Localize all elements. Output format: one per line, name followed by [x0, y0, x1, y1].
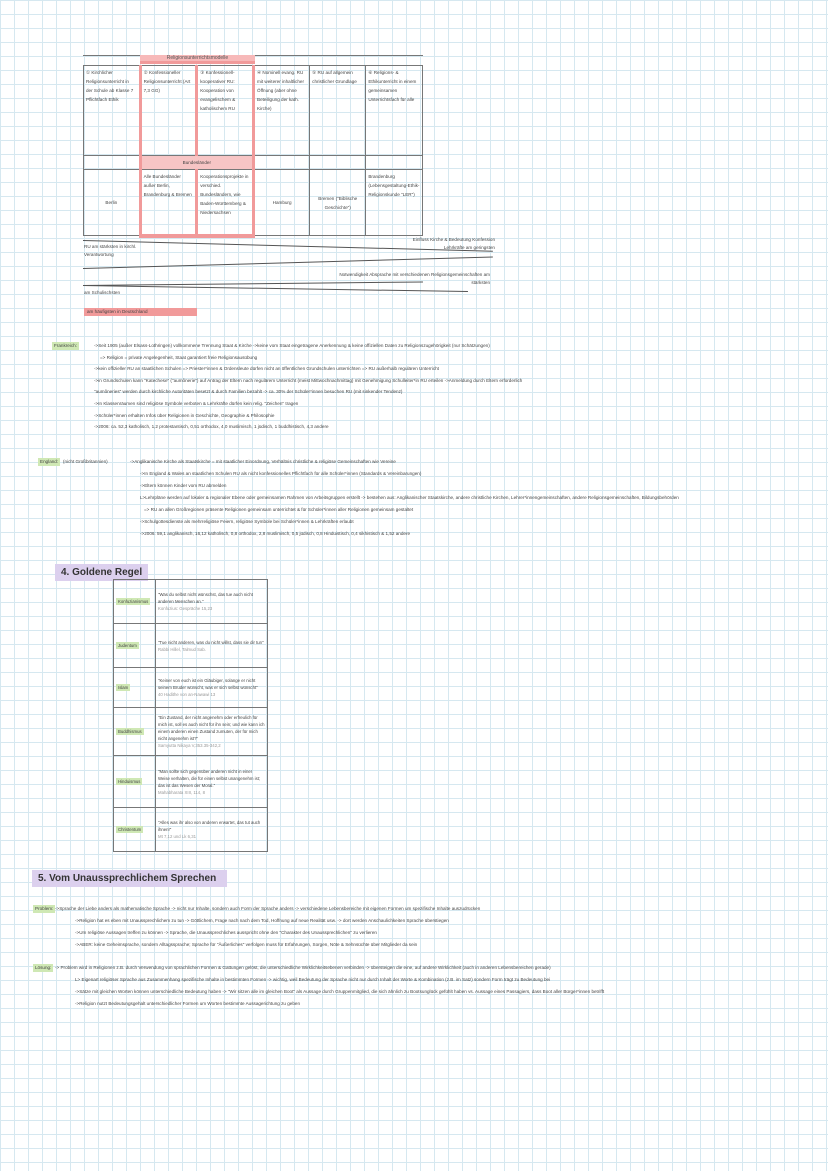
state-cell: Alle Bundesländer außer Berlin, Brandenburg & Bremen: [140, 170, 197, 236]
state-cell: Kooperationsprojekte in verschied. Bundesländern, wie Baden-Württemberg & Niedersachsen: [197, 170, 254, 236]
frankreich-label: Frankreich:: [54, 343, 77, 348]
text-line: ->in Grundschulen kann "Katechese" ("aumônerie") auf Antrag der Eltern nach regulärem Unterricht (meist Mittwochnachmittag) mit Genehmigung Schulleiter*in RU erteilen ->Anmeldung durch Eltern erforderlich: [94, 378, 523, 383]
section5-heading: 5. Vom Unaussprechlichem Sprechen: [32, 870, 227, 887]
text-line: ->Anglikanische Kirche als Staatskirche = mit staatlicher Einordnung, Verhältnis christliche & religiöse Gemeinschaften wie Vereine: [130, 459, 396, 464]
quote-source: 40 Hadithe von an-Nawawi 13: [158, 692, 216, 697]
state-cell: Berlin: [84, 170, 141, 236]
religion-label: Islam: [118, 685, 129, 690]
text-line: ->Religion hat es eben mit Unaussprechlichem zu tun -> Göttlichem, Frage nach nach dem Tod, Hoffnung auf neue Realität usw. -> dort werden Anschaulichkeiten Sprache überstiegen: [75, 918, 449, 923]
arrow-label-left-bottom: am Schulischsten: [84, 290, 121, 295]
text-line: ->Sätze mit gleichen Worten können unterschiedliche Bedeutung haben -> "Wir sitzen alle im gleichen Boot" als Aussage durch Gruppenmitglied, die sich ähnlich zu Bootsunglück gefühlt haben vs. Aussage eines Passagiers, dass Boot aller Bürger*innen betrifft: [75, 989, 605, 994]
golden-rule-row: [114, 808, 268, 852]
arrow-label-right-bottom: Notwendigkeit Absprache mit verschiedenen Religionsgemeinschaften am stärksten: [339, 272, 490, 285]
text-line: ->2006: ca. 52,3 katholisch, 1,2 protestantisch, 0,51 orthodox, 4,0 muslimisch, 1 jüdisch, 1 buddhistisch, 4,3 andere: [94, 424, 329, 429]
golden-rule-row: [114, 708, 268, 756]
england-label: England:: [40, 459, 59, 464]
religion-label: Judentum: [118, 643, 137, 648]
text-line: ->Schüler*innen erhalten Infos über Religionen in Geschichte, Geographie & Philosophie: [94, 413, 275, 418]
religion-label: Christentum: [118, 827, 142, 832]
arrow-label-left-top: RU am stärksten in kirchl. Verantwortung: [84, 244, 137, 257]
state-cell: Brandenburg (Lebensgestaltung-Ethik-Religionskunde "LER"): [366, 170, 423, 236]
models-table-title: Religionsunterrichtsmodelle: [140, 55, 255, 64]
religion-label: Buddhismus: [118, 729, 142, 734]
highlight-label: am häufigsten in Deutschland: [84, 308, 197, 316]
text-line: => Religion = private Angelegenheit, Staat garantiert freie Religionsausübung: [100, 355, 258, 360]
quote-text: "Tue nicht anderen, was du nicht willst, dass sie dir tun": [158, 639, 264, 645]
state-cell: Hamburg: [254, 170, 310, 236]
solution-label: Lösung:: [35, 965, 52, 970]
golden-rule-row: [114, 624, 268, 668]
text-line: ->Religion nutzt Bedeutungsgehalt unterschiedlicher Formen um Worten bestimmte Aussagerichtung zu geben: [75, 1001, 301, 1006]
text-line: ->Eltern können Kinder vom RU abmelden: [140, 483, 227, 488]
england-sublabel: (nicht Großbritannien): [63, 459, 108, 464]
religion-label: Konfuzianismus: [118, 599, 149, 604]
golden-rule-table: [113, 579, 268, 852]
model-cell: ③ Konfessionell-kooperativer RU: Kooperation von evangelischem & katholischem RU: [197, 66, 254, 156]
quote-text: "Was du selbst nicht wünschst, das tue auch nicht anderen Menschen an.": [158, 592, 253, 604]
text-line: ->kein offizieller RU an staatlichen Schulen => Priester*innen & Ordensleute dürfen nicht an öffentlichen Grundschulen unterrichten => RU außerhalb regulären Unterricht: [94, 366, 439, 371]
quote-source: Mt 7,12 und Lk 6,31: [158, 834, 196, 839]
quote-text: "Ein Zustand, der nicht angenehm oder erfreulich für mich ist, soll es auch nicht für ihn sein; und wie kann ich einem anderen einen Zustand zumuten, der für mich nicht angenehm ist?": [158, 715, 265, 741]
text-line: L> Eigenart religiöser Sprache aus Zusammenhang spezifische Inhalte in bestimmten Formen -> wichtig, weil Bedeutung der Sprache nicht nur durch Inhalt der Worte & Kombination (z.B. im Satz) sondern Form trägt zu Bedeutung bei: [75, 977, 551, 982]
text-line: ->In England & Wales an staatlichen Schulen RU als nicht konfessionelles Pflichtfach für alle Schüler*innen (Standards & Vereinbarungen): [140, 471, 422, 476]
text-line: => RU an allen Großregionen präsente Religionen gemeinsam unterrichtet & für Schüler*innen aller Religionen gemeinsam gestaltet: [144, 507, 414, 512]
model-cell: ① Kirchlicher Religionsunterricht in der Schule ab Klasse 7 Pflichtfach Ethik: [84, 66, 141, 156]
quote-source: Samyutta Nikaya V,353.35-342,2: [158, 743, 221, 748]
golden-rule-row: [114, 668, 268, 708]
religion-label: Hinduismus: [118, 779, 141, 784]
text-line: ->2006: 59,1 anglikanisch, 16,12 katholisch, 0,8 orthodox, 2,8 muslimisch, 0,5 jüdisch, 0,8 Hinduistisch, 0,4 sikhistisch & 1,52 andere: [140, 531, 411, 536]
state-cell: Bremen ("Biblische Geschichte"): [310, 170, 366, 236]
text-line: ->In Klassenräumen sind religiöse Symbole verboten & Lehrkräfte dürfen kein relig. "Zeichen" tragen: [94, 401, 299, 406]
quote-text: "Man sollte sich gegenüber anderen nicht in einer Weise verhalten, die für einen selbst unangenehm ist; das ist das Wesen der Moral.": [158, 768, 261, 788]
text-line: -> Problem wird in Religionen z.B. durch Verwendung von sprachlichen Formen & Gattungen gelöst, die unterschiedliche Wirklichkeitsebenen verbinden -> übersteigen die eine, auf andere Wirklichkeit (auch in anderen Lebensbereichen gerade): [55, 965, 551, 970]
model-cell: ④ Nominell evang. RU mit weiterer inhaltlicher Öffnung (aber ohne Beteiligung der kath. Kirche): [254, 66, 310, 156]
text-line: "aumôneries" werden durch kirchliche Autoritäten besetzt & durch Familien bezahlt -> ca. 30% der Schüler*innen besuchen RU (mit sinkender Tendenz): [94, 389, 403, 394]
quote-source: Mahabharata XIII, 114, 8: [158, 789, 205, 795]
states-title: Bundesländer: [140, 156, 253, 170]
text-line: ->Um religiöse Aussagen treffen zu können -> Sprache, die Unaussprechliches ausspricht ohne den "Charakter des Unaussprechlichen" zu verlieren: [75, 930, 377, 935]
text-line: ->Sprache der Liebe anders als mathematische Sprache -> nicht nur Inhalte, sondern auch Form der Sprache anders -> verschiedene Lebensbereiche mit eigenen Formen um spezifische Inhalte auszudrücken: [55, 906, 481, 911]
golden-rule-row: [114, 580, 268, 624]
arrow-label-right-top: Einfluss Kirche & Bedeutung Konfession Lehrkräfte am geringsten: [412, 237, 495, 250]
text-line: L>Lehrpläne werden auf lokaler & regionaler Ebene oder gemeinsamen Rahmen von Arbeitsgruppen erstellt -> bestehen aus: Anglikanischer Staatskirche, andere christliche Kirchen, Lehrer*innengemeinschaften, andere Religionsgemeinschaften, Bildungsbehörden: [140, 495, 679, 500]
model-cell: ⑥ Religions- & Ethikunterricht in einem gemeinsamen Unterrichtsfach für alle: [366, 66, 423, 156]
golden-rule-heading: 4. Goldene Regel: [55, 564, 148, 581]
problem-label: Problem:: [35, 906, 54, 911]
text-line: ->ABER: keine Geheimsprache, sondern Alltagssprache; Sprache für "Äußerliches" verfolgen muss für Erfahrungen, Sorgen, Nöte & Sehnsüchte über Mitglieder da sein: [75, 942, 418, 947]
golden-rule-row: [114, 756, 268, 808]
text-line: ->Schulgottesdienste als mehrreligiöse Feiern, religiöse Symbole bei Schüler*innen & Lehrkräften erlaubt: [140, 519, 354, 524]
quote-text: "Alles was ihr also von anderen erwartet, das tut auch ihnen!": [158, 820, 261, 832]
quote-source: Konfuzius: Gespräche 15,23: [158, 606, 213, 611]
model-cell: ⑤ RU auf allgemein christlicher Grundlage: [310, 66, 366, 156]
model-cell: ② Konfessioneller Religionsunterricht (Art 7,3 GG): [140, 66, 197, 156]
quote-text: "Keiner von euch ist ein Gläubiger, solange er nicht seinem Bruder wünscht, was er sich selbst wünscht": [158, 678, 258, 690]
quote-source: Rabbi Hillel, Talmud Sab.: [158, 646, 206, 652]
text-line: ->Seit 1905 (außer Elsass-Lothringen) vollkommene Trennung Staat & Kirche ->keine vom Staat eingetragene Anerkennung & keine offiziellen Daten zu Religionszugehörigkeit (nur Schätzungen): [94, 343, 490, 348]
